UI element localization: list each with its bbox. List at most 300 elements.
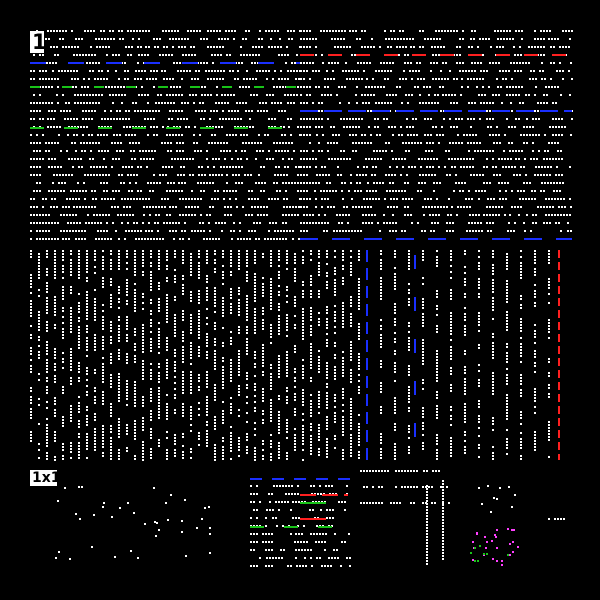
dot-cell xyxy=(182,253,184,255)
dot-cell xyxy=(214,268,216,270)
dot-cell xyxy=(166,303,168,305)
dot-cell xyxy=(198,377,200,379)
dot-cell xyxy=(110,377,112,379)
dot-cell xyxy=(59,30,61,32)
dot-cell xyxy=(126,398,128,400)
dot-cell xyxy=(246,452,248,454)
dot-cell xyxy=(270,417,272,419)
dot-cell xyxy=(543,102,545,104)
dot-cell xyxy=(150,238,152,240)
dot-cell xyxy=(259,222,261,224)
dot-cell xyxy=(33,166,35,168)
dot-cell xyxy=(326,253,328,255)
dot-cell xyxy=(158,442,160,444)
dot-cell xyxy=(199,102,201,104)
dot-cell xyxy=(222,300,224,302)
dot-cell xyxy=(464,418,466,420)
dot-cell xyxy=(298,206,300,208)
dot-cell xyxy=(533,158,535,160)
dot-cell xyxy=(350,437,352,439)
dot-cell xyxy=(102,325,104,327)
dot-cell xyxy=(78,368,80,370)
dot-cell xyxy=(174,455,176,457)
dot-cell xyxy=(174,326,176,328)
dot-cell xyxy=(137,46,139,48)
dot-cell xyxy=(80,142,82,144)
dot-cell xyxy=(460,206,462,208)
dot-cell xyxy=(262,388,264,390)
dot-cell xyxy=(134,334,136,336)
dot-cell xyxy=(378,198,380,200)
dot-cell xyxy=(182,352,184,354)
dot-cell xyxy=(190,377,192,379)
dot-cell xyxy=(468,190,470,192)
dot-cell xyxy=(206,339,208,341)
dot-cell xyxy=(405,150,407,152)
dot-cell xyxy=(46,303,48,305)
dot-cell xyxy=(180,166,182,168)
dot-cell xyxy=(350,353,352,355)
dot-cell xyxy=(276,238,278,240)
dot-cell xyxy=(473,38,475,40)
dot-cell xyxy=(278,395,280,397)
dot-cell xyxy=(150,388,152,390)
dot-cell xyxy=(230,288,232,290)
dot-cell xyxy=(342,431,344,433)
dot-cell xyxy=(457,206,459,208)
dot-cell xyxy=(498,214,500,216)
dot-cell xyxy=(398,134,400,136)
dot-cell xyxy=(291,182,293,184)
dot-cell xyxy=(142,222,144,224)
dot-cell xyxy=(278,355,280,357)
dot-cell xyxy=(355,118,357,120)
dot-cell xyxy=(464,415,466,417)
dot-cell xyxy=(102,425,104,427)
dot-cell xyxy=(471,46,473,48)
dot-cell xyxy=(94,222,96,224)
dot-cell xyxy=(286,402,288,404)
dot-cell xyxy=(428,94,430,96)
dot-cell xyxy=(380,328,382,330)
dot-cell xyxy=(262,397,264,399)
dot-cell xyxy=(306,62,308,64)
dot-cell xyxy=(531,46,533,48)
dot-cell xyxy=(306,86,308,88)
dot-cell xyxy=(246,372,248,374)
dot-cell xyxy=(433,182,435,184)
dot-cell xyxy=(508,142,510,144)
dot-cell xyxy=(492,300,494,302)
dot-cell xyxy=(124,62,126,64)
dot-cell xyxy=(476,174,478,176)
dot-cell xyxy=(150,250,152,252)
dot-cell xyxy=(342,428,344,430)
dot-cell xyxy=(511,142,513,144)
dot-cell xyxy=(408,407,410,409)
dot-cell xyxy=(222,309,224,311)
dot-cell xyxy=(318,406,320,408)
dot-cell xyxy=(100,30,102,32)
dot-cell xyxy=(226,166,228,168)
dot-cell xyxy=(263,206,265,208)
dot-cell xyxy=(342,419,344,421)
dot-cell xyxy=(260,110,262,112)
dot-cell xyxy=(84,86,86,88)
dot-cell xyxy=(86,62,88,64)
dot-cell xyxy=(532,142,534,144)
dot-cell xyxy=(334,406,336,408)
dot-cell xyxy=(175,222,177,224)
dot-cell xyxy=(422,379,424,381)
dot-cell xyxy=(348,102,350,104)
dot-cell xyxy=(102,262,104,264)
dot-cell xyxy=(408,142,410,144)
dot-cell xyxy=(464,313,466,315)
dot-cell xyxy=(318,214,320,216)
dot-cell xyxy=(509,30,511,32)
dot-cell xyxy=(458,182,460,184)
dot-cell xyxy=(238,314,240,316)
dot-cell xyxy=(331,38,333,40)
dot-cell xyxy=(326,456,328,458)
dot-cell xyxy=(391,38,393,40)
dot-cell xyxy=(30,411,32,413)
dot-cell xyxy=(48,102,50,104)
dot-cell xyxy=(94,372,96,374)
dot-cell xyxy=(110,339,112,341)
dot-cell xyxy=(509,94,511,96)
dot-cell xyxy=(464,387,466,389)
dot-cell xyxy=(180,70,182,72)
dot-cell xyxy=(171,158,173,160)
dot-cell xyxy=(450,214,452,216)
dot-cell xyxy=(262,295,264,297)
dot-cell xyxy=(181,38,183,40)
dot-cell xyxy=(499,70,501,72)
dot-cell xyxy=(302,320,304,322)
dot-cell xyxy=(217,198,219,200)
dot-cell xyxy=(228,30,230,32)
dot-cell xyxy=(357,62,359,64)
dot-cell xyxy=(126,427,128,429)
dot-cell xyxy=(343,38,345,40)
dot-cell xyxy=(380,343,382,345)
dot-cell xyxy=(246,387,248,389)
dot-cell xyxy=(303,158,305,160)
dot-cell xyxy=(46,427,48,429)
dot-cell xyxy=(102,394,104,396)
dot-cell xyxy=(54,274,56,276)
dot-cell xyxy=(246,253,248,255)
dot-cell xyxy=(306,118,308,120)
dot-cell xyxy=(54,354,56,356)
dot-cell xyxy=(321,222,323,224)
dot-cell xyxy=(70,316,72,318)
dot-cell xyxy=(398,158,400,160)
dot-cell xyxy=(146,110,148,112)
dot-cell xyxy=(450,373,452,375)
dot-cell xyxy=(134,390,136,392)
dot-cell xyxy=(174,250,176,252)
dot-cell xyxy=(543,190,545,192)
dot-cell xyxy=(191,78,193,80)
dot-cell xyxy=(492,256,494,258)
dot-cell xyxy=(312,38,314,40)
dot-cell xyxy=(394,288,396,290)
dot-cell xyxy=(461,182,463,184)
dot-cell xyxy=(380,363,382,365)
dot-cell xyxy=(477,46,479,48)
dot-cell xyxy=(262,400,264,402)
dot-cell xyxy=(380,158,382,160)
dot-cell xyxy=(547,182,549,184)
dot-cell xyxy=(459,46,461,48)
dot-cell xyxy=(54,110,56,112)
dot-cell xyxy=(118,352,120,354)
dot-cell xyxy=(342,323,344,325)
dot-cell xyxy=(537,174,539,176)
dot-cell xyxy=(450,349,452,351)
dot-cell xyxy=(558,206,560,208)
dot-cell xyxy=(318,350,320,352)
dot-cell xyxy=(148,222,150,224)
dot-cell xyxy=(230,214,232,216)
dot-cell xyxy=(492,62,494,64)
dot-cell xyxy=(262,449,264,451)
dot-cell xyxy=(419,102,421,104)
dot-cell xyxy=(70,380,72,382)
dot-cell xyxy=(133,222,135,224)
dot-cell xyxy=(62,238,64,240)
dot-cell xyxy=(343,150,345,152)
dot-cell xyxy=(248,190,250,192)
dot-cell xyxy=(179,198,181,200)
dot-cell xyxy=(351,54,353,56)
dot-cell xyxy=(427,118,429,120)
dot-cell xyxy=(99,46,101,48)
dot-cell xyxy=(284,166,286,168)
dot-cell xyxy=(430,38,432,40)
dot-cell xyxy=(287,94,289,96)
dot-cell xyxy=(300,62,302,64)
dot-cell xyxy=(166,437,168,439)
dot-cell xyxy=(51,238,53,240)
dot-cell xyxy=(278,358,280,360)
dot-cell xyxy=(433,62,435,64)
dot-cell xyxy=(126,285,128,287)
dot-cell xyxy=(230,450,232,452)
dot-cell xyxy=(546,174,548,176)
dot-cell xyxy=(394,250,396,252)
dot-cell xyxy=(541,166,543,168)
dot-cell xyxy=(144,238,146,240)
dot-cell xyxy=(521,30,523,32)
dot-cell xyxy=(86,265,88,267)
dot-cell xyxy=(78,320,80,322)
dot-cell xyxy=(190,300,192,302)
dot-cell xyxy=(129,126,131,128)
dot-cell xyxy=(230,406,232,408)
dot-cell xyxy=(350,296,352,298)
dot-cell xyxy=(222,375,224,377)
dot-cell xyxy=(174,317,176,319)
dot-cell xyxy=(470,174,472,176)
dot-cell xyxy=(254,401,256,403)
dot-cell xyxy=(422,316,424,318)
dot-cell xyxy=(193,46,195,48)
dot-cell xyxy=(68,206,70,208)
dot-cell xyxy=(551,86,553,88)
dot-cell xyxy=(315,158,317,160)
dot-cell xyxy=(110,455,112,457)
dot-cell xyxy=(174,382,176,384)
dot-cell xyxy=(277,230,279,232)
dot-cell xyxy=(303,62,305,64)
dot-cell xyxy=(254,410,256,412)
dot-cell xyxy=(134,343,136,345)
dot-cell xyxy=(278,376,280,378)
dot-cell xyxy=(455,182,457,184)
dot-cell xyxy=(326,447,328,449)
dot-cell xyxy=(96,174,98,176)
dot-cell xyxy=(492,273,494,275)
dot-cell xyxy=(72,230,74,232)
dot-cell xyxy=(330,206,332,208)
dot-cell xyxy=(245,214,247,216)
dot-cell xyxy=(563,198,565,200)
dot-cell xyxy=(436,198,438,200)
dot-cell xyxy=(495,214,497,216)
dot-cell xyxy=(261,38,263,40)
dot-cell xyxy=(380,412,382,414)
dot-cell xyxy=(270,414,272,416)
dot-cell xyxy=(102,336,104,338)
dot-cell xyxy=(380,62,382,64)
dot-cell xyxy=(358,392,360,394)
dot-cell xyxy=(158,256,160,258)
dot-cell xyxy=(62,322,64,324)
dot-cell xyxy=(78,347,80,349)
dot-cell xyxy=(231,158,233,160)
dot-cell xyxy=(83,126,85,128)
dot-cell xyxy=(142,453,144,455)
dot-cell xyxy=(91,222,93,224)
dot-cell xyxy=(50,46,52,48)
dot-cell xyxy=(408,401,410,403)
dot-cell xyxy=(394,362,396,364)
dot-cell xyxy=(362,174,364,176)
dot-cell xyxy=(464,284,466,286)
dot-cell xyxy=(400,174,402,176)
dot-cell xyxy=(230,380,232,382)
dot-cell xyxy=(386,222,388,224)
dot-cell xyxy=(255,54,257,56)
dot-cell xyxy=(389,62,391,64)
dot-cell xyxy=(390,206,392,208)
dot-cell xyxy=(39,214,41,216)
dot-cell xyxy=(159,238,161,240)
dot-cell xyxy=(505,70,507,72)
dot-cell xyxy=(422,351,424,353)
dot-cell xyxy=(462,62,464,64)
dot-cell xyxy=(303,38,305,40)
dot-cell xyxy=(70,442,72,444)
dot-cell xyxy=(363,166,365,168)
dot-cell xyxy=(310,453,312,455)
dot-cell xyxy=(182,386,184,388)
dot-cell xyxy=(134,256,136,258)
dot-cell xyxy=(51,78,53,80)
dot-cell xyxy=(394,273,396,275)
dot-cell xyxy=(110,284,112,286)
dot-cell xyxy=(356,102,358,104)
dot-cell xyxy=(430,134,432,136)
dot-cell xyxy=(131,46,133,48)
dot-cell xyxy=(497,38,499,40)
dot-cell xyxy=(51,166,53,168)
dot-cell xyxy=(310,313,312,315)
dot-cell xyxy=(302,392,304,394)
dot-cell xyxy=(110,425,112,427)
dot-cell xyxy=(478,296,480,298)
dot-cell xyxy=(519,62,521,64)
dot-cell xyxy=(175,206,177,208)
dot-cell xyxy=(300,118,302,120)
dot-cell xyxy=(350,434,352,436)
dot-cell xyxy=(421,230,423,232)
dot-cell xyxy=(178,46,180,48)
dot-cell xyxy=(278,291,280,293)
dot-cell xyxy=(70,420,72,422)
dot-cell xyxy=(180,118,182,120)
dot-cell xyxy=(38,373,40,375)
dot-cell xyxy=(134,361,136,363)
dot-cell xyxy=(222,410,224,412)
dot-cell xyxy=(150,319,152,321)
dot-cell xyxy=(72,166,74,168)
dot-cell xyxy=(454,158,456,160)
dot-cell xyxy=(338,30,340,32)
dot-cell xyxy=(341,222,343,224)
dot-cell xyxy=(164,206,166,208)
dot-cell xyxy=(158,363,160,365)
dot-cell xyxy=(182,340,184,342)
dot-cell xyxy=(116,150,118,152)
dot-cell xyxy=(223,190,225,192)
dot-cell xyxy=(552,126,554,128)
dot-cell xyxy=(492,166,494,168)
dot-cell xyxy=(334,375,336,377)
dot-cell xyxy=(302,262,304,264)
dot-cell xyxy=(267,134,269,136)
dot-cell xyxy=(150,338,152,340)
dot-cell xyxy=(110,110,112,112)
dot-cell xyxy=(555,102,557,104)
dot-cell xyxy=(218,238,220,240)
dot-cell xyxy=(358,284,360,286)
dot-cell xyxy=(394,353,396,355)
dot-cell xyxy=(42,54,44,56)
dot-cell xyxy=(480,62,482,64)
dot-cell xyxy=(38,354,40,356)
dot-cell xyxy=(516,174,518,176)
dot-cell xyxy=(214,134,216,136)
dot-cell xyxy=(256,94,258,96)
dot-cell xyxy=(158,102,160,104)
dot-cell xyxy=(294,443,296,445)
dot-cell xyxy=(118,349,120,351)
